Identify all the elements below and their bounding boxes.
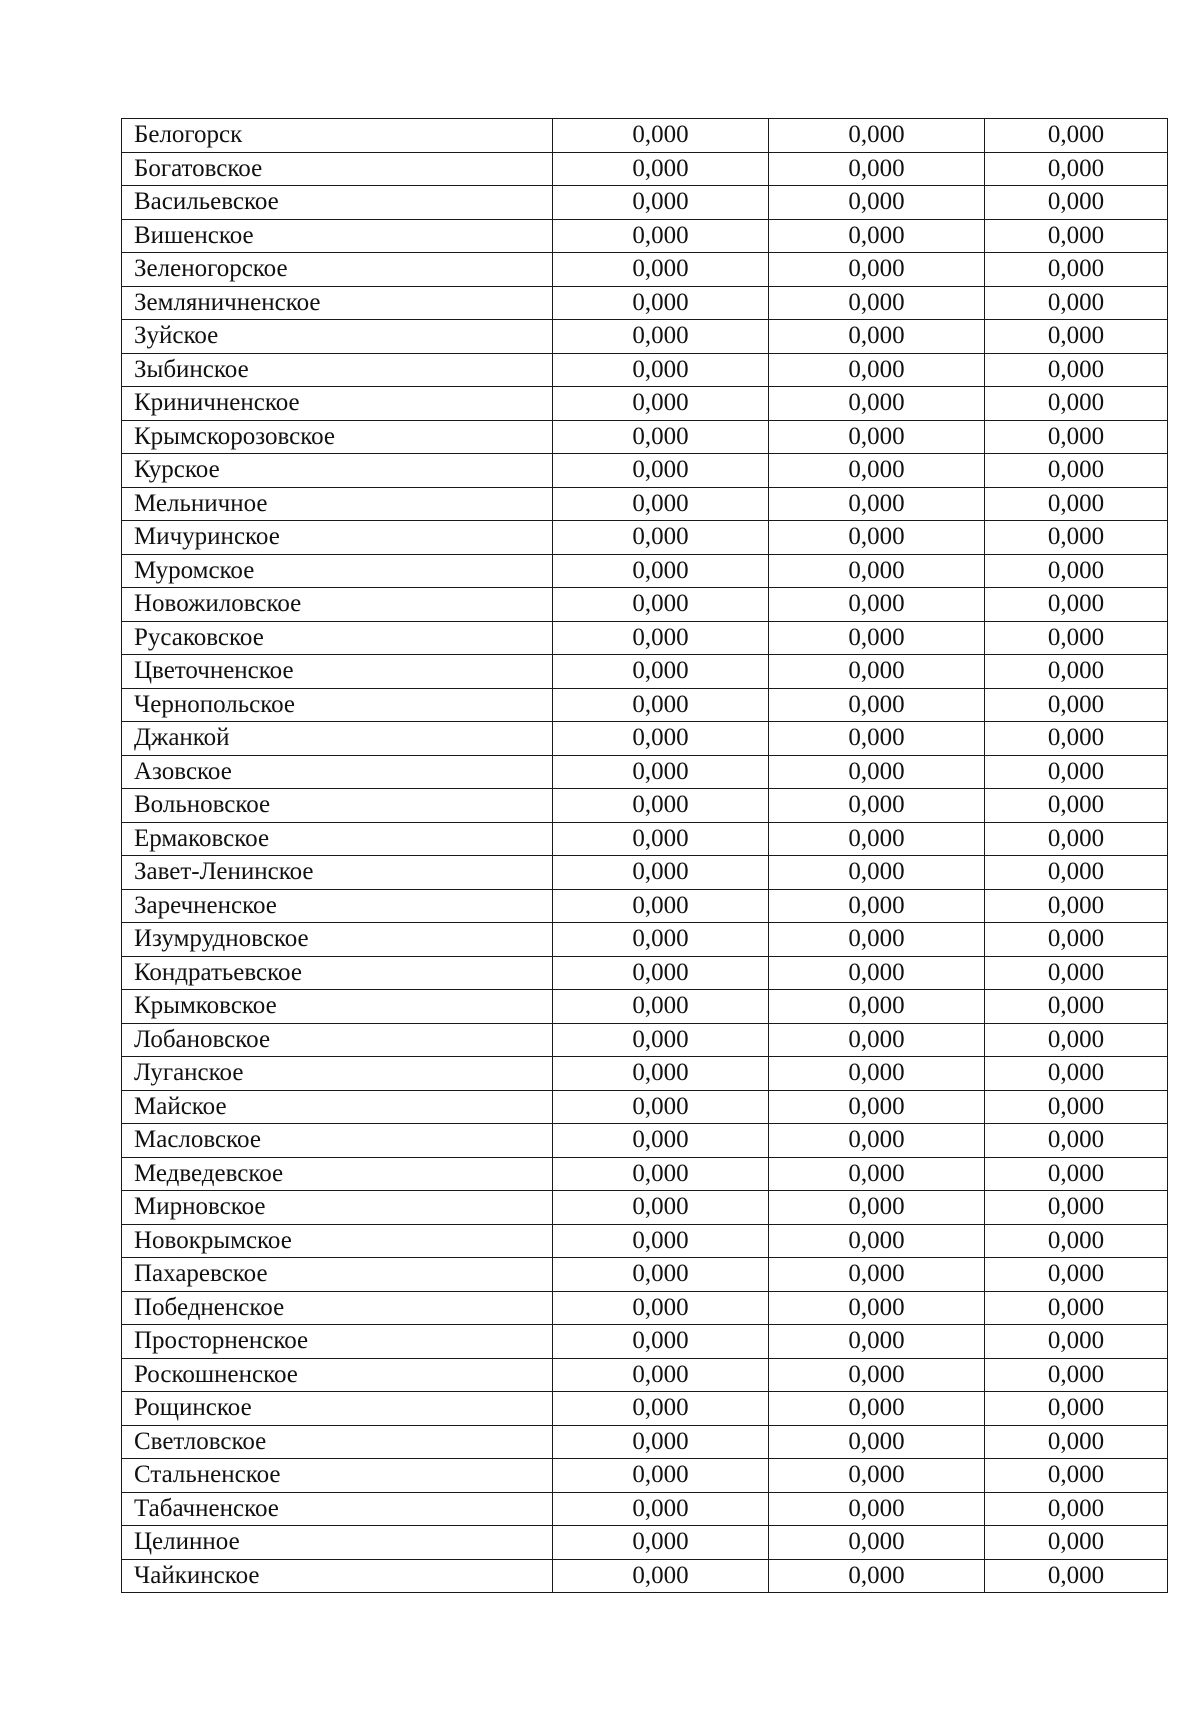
value-cell-col2: 0,000	[769, 588, 985, 622]
table-row	[122, 1090, 1168, 1124]
table-row	[122, 1492, 1168, 1526]
value-cell-col1: 0,000	[553, 1090, 769, 1124]
settlement-name-cell: Роскошненское	[122, 1358, 553, 1392]
value-cell-col3: 0,000	[985, 956, 1168, 990]
settlement-name-cell: Заречненское	[122, 889, 553, 923]
value-cell-col3: 0,000	[985, 655, 1168, 689]
table-row	[122, 1191, 1168, 1225]
value-cell-col2: 0,000	[769, 1325, 985, 1359]
settlement-name-cell: Криничненское	[122, 387, 553, 421]
value-cell-col3: 0,000	[985, 286, 1168, 320]
value-cell-col3: 0,000	[985, 186, 1168, 220]
value-cell-col1: 0,000	[553, 688, 769, 722]
value-cell-col2: 0,000	[769, 487, 985, 521]
settlement-name-cell: Светловское	[122, 1425, 553, 1459]
value-cell-col3: 0,000	[985, 387, 1168, 421]
value-cell-col3: 0,000	[985, 1258, 1168, 1292]
settlement-name-cell: Крымковское	[122, 990, 553, 1024]
table-row	[122, 856, 1168, 890]
value-cell-col2: 0,000	[769, 1057, 985, 1091]
settlement-name-cell: Новокрымское	[122, 1224, 553, 1258]
value-cell-col3: 0,000	[985, 1291, 1168, 1325]
value-cell-col3: 0,000	[985, 990, 1168, 1024]
settlement-name-cell: Азовское	[122, 755, 553, 789]
settlement-name-cell: Победненское	[122, 1291, 553, 1325]
value-cell-col2: 0,000	[769, 722, 985, 756]
value-cell-col2: 0,000	[769, 1291, 985, 1325]
value-cell-col2: 0,000	[769, 554, 985, 588]
value-cell-col2: 0,000	[769, 956, 985, 990]
value-cell-col1: 0,000	[553, 1124, 769, 1158]
table-row	[122, 387, 1168, 421]
settlement-name-cell: Русаковское	[122, 621, 553, 655]
settlement-name-cell: Цветочненское	[122, 655, 553, 689]
table-row	[122, 487, 1168, 521]
table-row	[122, 1057, 1168, 1091]
value-cell-col1: 0,000	[553, 655, 769, 689]
table-row	[122, 320, 1168, 354]
value-cell-col1: 0,000	[553, 956, 769, 990]
table-row	[122, 1157, 1168, 1191]
settlement-name-cell: Вишенское	[122, 219, 553, 253]
value-cell-col3: 0,000	[985, 856, 1168, 890]
settlement-name-cell: Курское	[122, 454, 553, 488]
settlement-name-cell: Белогорск	[122, 119, 553, 153]
value-cell-col3: 0,000	[985, 320, 1168, 354]
value-cell-col1: 0,000	[553, 1559, 769, 1593]
value-cell-col1: 0,000	[553, 588, 769, 622]
value-cell-col1: 0,000	[553, 822, 769, 856]
table-row	[122, 1559, 1168, 1593]
value-cell-col1: 0,000	[553, 755, 769, 789]
value-cell-col2: 0,000	[769, 1157, 985, 1191]
value-cell-col2: 0,000	[769, 1526, 985, 1560]
value-cell-col3: 0,000	[985, 1057, 1168, 1091]
value-cell-col2: 0,000	[769, 1224, 985, 1258]
value-cell-col3: 0,000	[985, 152, 1168, 186]
table-row	[122, 119, 1168, 153]
table-row	[122, 956, 1168, 990]
value-cell-col3: 0,000	[985, 521, 1168, 555]
value-cell-col1: 0,000	[553, 253, 769, 287]
value-cell-col2: 0,000	[769, 353, 985, 387]
value-cell-col1: 0,000	[553, 119, 769, 153]
value-cell-col2: 0,000	[769, 822, 985, 856]
table-row	[122, 789, 1168, 823]
settlement-name-cell: Пахаревское	[122, 1258, 553, 1292]
value-cell-col2: 0,000	[769, 454, 985, 488]
value-cell-col3: 0,000	[985, 1090, 1168, 1124]
table-row	[122, 1224, 1168, 1258]
value-cell-col1: 0,000	[553, 621, 769, 655]
value-cell-col1: 0,000	[553, 1157, 769, 1191]
value-cell-col1: 0,000	[553, 1057, 769, 1091]
value-cell-col2: 0,000	[769, 621, 985, 655]
settlement-name-cell: Вольновское	[122, 789, 553, 823]
table-row	[122, 1325, 1168, 1359]
value-cell-col1: 0,000	[553, 1392, 769, 1426]
table-row	[122, 219, 1168, 253]
value-cell-col3: 0,000	[985, 119, 1168, 153]
settlement-name-cell: Мирновское	[122, 1191, 553, 1225]
value-cell-col3: 0,000	[985, 923, 1168, 957]
value-cell-col1: 0,000	[553, 722, 769, 756]
settlement-name-cell: Земляничненское	[122, 286, 553, 320]
settlement-name-cell: Изумрудновское	[122, 923, 553, 957]
table-row	[122, 253, 1168, 287]
value-cell-col2: 0,000	[769, 688, 985, 722]
value-cell-col1: 0,000	[553, 554, 769, 588]
settlements-table	[121, 118, 1168, 1593]
value-cell-col1: 0,000	[553, 1526, 769, 1560]
settlement-name-cell: Зеленогорское	[122, 253, 553, 287]
value-cell-col3: 0,000	[985, 1459, 1168, 1493]
value-cell-col3: 0,000	[985, 1492, 1168, 1526]
value-cell-col1: 0,000	[553, 889, 769, 923]
value-cell-col2: 0,000	[769, 856, 985, 890]
value-cell-col2: 0,000	[769, 889, 985, 923]
value-cell-col2: 0,000	[769, 387, 985, 421]
value-cell-col2: 0,000	[769, 420, 985, 454]
settlement-name-cell: Табачненское	[122, 1492, 553, 1526]
value-cell-col1: 0,000	[553, 1358, 769, 1392]
value-cell-col1: 0,000	[553, 420, 769, 454]
table-row	[122, 1023, 1168, 1057]
table-row	[122, 1258, 1168, 1292]
value-cell-col3: 0,000	[985, 1425, 1168, 1459]
table-row	[122, 152, 1168, 186]
value-cell-col2: 0,000	[769, 152, 985, 186]
value-cell-col2: 0,000	[769, 1425, 985, 1459]
settlement-name-cell: Лобановское	[122, 1023, 553, 1057]
value-cell-col3: 0,000	[985, 219, 1168, 253]
value-cell-col1: 0,000	[553, 387, 769, 421]
settlement-name-cell: Зуйское	[122, 320, 553, 354]
settlement-name-cell: Муромское	[122, 554, 553, 588]
settlement-name-cell: Мельничное	[122, 487, 553, 521]
value-cell-col2: 0,000	[769, 1090, 985, 1124]
value-cell-col1: 0,000	[553, 1191, 769, 1225]
value-cell-col1: 0,000	[553, 286, 769, 320]
value-cell-col2: 0,000	[769, 253, 985, 287]
settlement-name-cell: Целинное	[122, 1526, 553, 1560]
value-cell-col2: 0,000	[769, 923, 985, 957]
value-cell-col3: 0,000	[985, 588, 1168, 622]
value-cell-col3: 0,000	[985, 1157, 1168, 1191]
value-cell-col2: 0,000	[769, 789, 985, 823]
table-row	[122, 722, 1168, 756]
value-cell-col2: 0,000	[769, 186, 985, 220]
value-cell-col3: 0,000	[985, 1325, 1168, 1359]
value-cell-col1: 0,000	[553, 152, 769, 186]
settlement-name-cell: Крымскорозовское	[122, 420, 553, 454]
value-cell-col2: 0,000	[769, 990, 985, 1024]
value-cell-col1: 0,000	[553, 1459, 769, 1493]
settlement-name-cell: Новожиловское	[122, 588, 553, 622]
value-cell-col3: 0,000	[985, 1392, 1168, 1426]
table-row	[122, 990, 1168, 1024]
value-cell-col1: 0,000	[553, 1492, 769, 1526]
settlement-name-cell: Джанкой	[122, 722, 553, 756]
settlement-name-cell: Майское	[122, 1090, 553, 1124]
table-row	[122, 186, 1168, 220]
value-cell-col2: 0,000	[769, 1492, 985, 1526]
value-cell-col2: 0,000	[769, 755, 985, 789]
table-row	[122, 353, 1168, 387]
table-row	[122, 1392, 1168, 1426]
value-cell-col1: 0,000	[553, 1023, 769, 1057]
value-cell-col1: 0,000	[553, 353, 769, 387]
settlement-name-cell: Кондратьевское	[122, 956, 553, 990]
table-row	[122, 454, 1168, 488]
value-cell-col3: 0,000	[985, 1559, 1168, 1593]
value-cell-col3: 0,000	[985, 1358, 1168, 1392]
value-cell-col2: 0,000	[769, 1191, 985, 1225]
value-cell-col1: 0,000	[553, 1291, 769, 1325]
settlement-name-cell: Масловское	[122, 1124, 553, 1158]
table-row	[122, 521, 1168, 555]
value-cell-col1: 0,000	[553, 320, 769, 354]
table-row	[122, 554, 1168, 588]
value-cell-col2: 0,000	[769, 219, 985, 253]
table-row	[122, 755, 1168, 789]
settlement-name-cell: Стальненское	[122, 1459, 553, 1493]
settlement-name-cell: Мичуринское	[122, 521, 553, 555]
value-cell-col3: 0,000	[985, 789, 1168, 823]
value-cell-col3: 0,000	[985, 420, 1168, 454]
table-row	[122, 1425, 1168, 1459]
value-cell-col1: 0,000	[553, 454, 769, 488]
settlement-name-cell: Луганское	[122, 1057, 553, 1091]
value-cell-col2: 0,000	[769, 1559, 985, 1593]
value-cell-col1: 0,000	[553, 1224, 769, 1258]
value-cell-col1: 0,000	[553, 990, 769, 1024]
value-cell-col3: 0,000	[985, 755, 1168, 789]
value-cell-col1: 0,000	[553, 219, 769, 253]
value-cell-col3: 0,000	[985, 621, 1168, 655]
value-cell-col1: 0,000	[553, 1325, 769, 1359]
value-cell-col3: 0,000	[985, 454, 1168, 488]
value-cell-col2: 0,000	[769, 1023, 985, 1057]
value-cell-col3: 0,000	[985, 1526, 1168, 1560]
table-row	[122, 1459, 1168, 1493]
value-cell-col3: 0,000	[985, 889, 1168, 923]
settlement-name-cell: Чайкинское	[122, 1559, 553, 1593]
value-cell-col2: 0,000	[769, 1258, 985, 1292]
value-cell-col3: 0,000	[985, 1191, 1168, 1225]
table-row	[122, 286, 1168, 320]
value-cell-col1: 0,000	[553, 923, 769, 957]
value-cell-col1: 0,000	[553, 1425, 769, 1459]
table-row	[122, 588, 1168, 622]
settlement-name-cell: Васильевское	[122, 186, 553, 220]
value-cell-col1: 0,000	[553, 789, 769, 823]
value-cell-col3: 0,000	[985, 688, 1168, 722]
value-cell-col3: 0,000	[985, 722, 1168, 756]
settlement-name-cell: Рощинское	[122, 1392, 553, 1426]
value-cell-col2: 0,000	[769, 1358, 985, 1392]
value-cell-col3: 0,000	[985, 554, 1168, 588]
table-row	[122, 655, 1168, 689]
settlement-name-cell: Просторненское	[122, 1325, 553, 1359]
table-row	[122, 1291, 1168, 1325]
table-row	[122, 1124, 1168, 1158]
table-row	[122, 822, 1168, 856]
value-cell-col2: 0,000	[769, 655, 985, 689]
table-row	[122, 420, 1168, 454]
value-cell-col3: 0,000	[985, 353, 1168, 387]
value-cell-col2: 0,000	[769, 286, 985, 320]
settlement-name-cell: Завет-Ленинское	[122, 856, 553, 890]
value-cell-col2: 0,000	[769, 119, 985, 153]
value-cell-col1: 0,000	[553, 186, 769, 220]
settlement-name-cell: Зыбинское	[122, 353, 553, 387]
settlement-name-cell: Ермаковское	[122, 822, 553, 856]
value-cell-col2: 0,000	[769, 1459, 985, 1493]
table-row	[122, 1358, 1168, 1392]
value-cell-col3: 0,000	[985, 487, 1168, 521]
table-row	[122, 889, 1168, 923]
value-cell-col2: 0,000	[769, 521, 985, 555]
table-row	[122, 621, 1168, 655]
table-body	[122, 119, 1168, 1593]
value-cell-col1: 0,000	[553, 1258, 769, 1292]
value-cell-col2: 0,000	[769, 1392, 985, 1426]
value-cell-col3: 0,000	[985, 822, 1168, 856]
value-cell-col3: 0,000	[985, 253, 1168, 287]
value-cell-col1: 0,000	[553, 856, 769, 890]
value-cell-col2: 0,000	[769, 1124, 985, 1158]
settlement-name-cell: Чернопольское	[122, 688, 553, 722]
value-cell-col3: 0,000	[985, 1023, 1168, 1057]
value-cell-col3: 0,000	[985, 1224, 1168, 1258]
settlement-name-cell: Богатовское	[122, 152, 553, 186]
value-cell-col1: 0,000	[553, 521, 769, 555]
value-cell-col1: 0,000	[553, 487, 769, 521]
table-row	[122, 1526, 1168, 1560]
value-cell-col3: 0,000	[985, 1124, 1168, 1158]
value-cell-col2: 0,000	[769, 320, 985, 354]
settlement-name-cell: Медведевское	[122, 1157, 553, 1191]
table-row	[122, 923, 1168, 957]
table-row	[122, 688, 1168, 722]
